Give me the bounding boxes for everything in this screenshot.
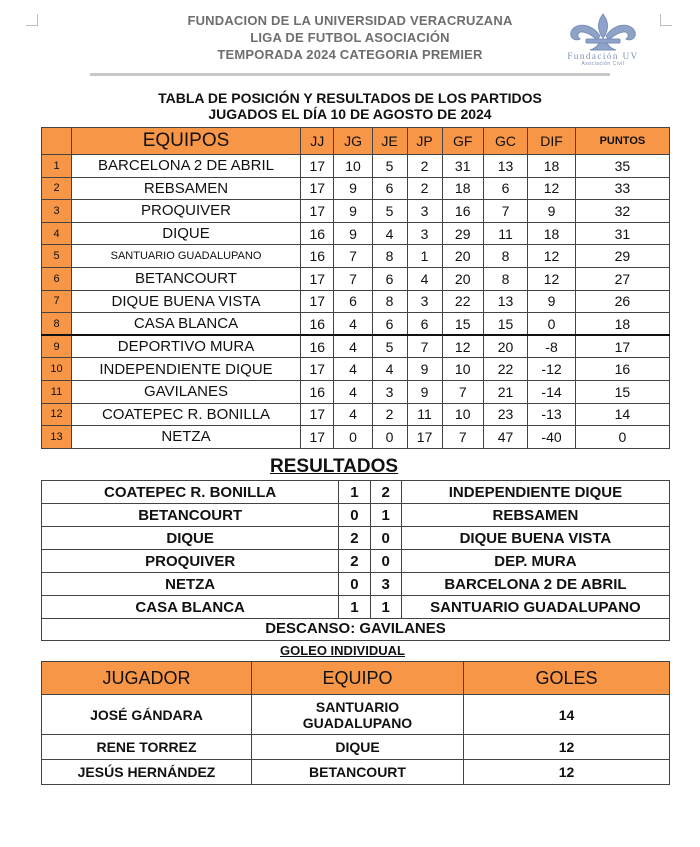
standings-stat-cell: 5 xyxy=(372,155,407,178)
standings-team-cell: DEPORTIVO MURA xyxy=(72,335,301,358)
standings-position-cell: 11 xyxy=(42,380,72,403)
standings-stat-cell: 16 xyxy=(301,313,334,336)
standings-stat-cell: 7 xyxy=(442,426,483,449)
standings-stat-cell: 4 xyxy=(334,358,372,381)
standings-row xyxy=(42,200,670,223)
standings-header-cell: EQUIPOS xyxy=(72,128,301,155)
standings-stat-cell: 14 xyxy=(575,403,669,426)
away-score-cell: 3 xyxy=(370,573,401,596)
standings-stat-cell: 4 xyxy=(372,222,407,245)
standings-stat-cell: 18 xyxy=(528,222,576,245)
scorers-header-row xyxy=(42,662,670,695)
home-score-cell: 1 xyxy=(339,481,370,504)
standings-stat-cell: 9 xyxy=(528,200,576,223)
title-line-1: TABLA DE POSICIÓN Y RESULTADOS DE LOS PARTIDOS xyxy=(158,90,542,106)
rest-team: DESCANSO: GAVILANES xyxy=(41,618,670,641)
page-title xyxy=(40,90,660,122)
standings-stat-cell: 2 xyxy=(407,155,442,178)
standings-stat-cell: -14 xyxy=(528,380,576,403)
scorer-name-cell: RENE TORREZ xyxy=(42,735,252,760)
standings-stat-cell: 12 xyxy=(528,177,576,200)
home-score-cell: 0 xyxy=(339,573,370,596)
standings-stat-cell: 12 xyxy=(442,335,483,358)
standings-stat-cell: 16 xyxy=(442,200,483,223)
standings-row xyxy=(42,155,670,178)
standings-stat-cell: 8 xyxy=(372,290,407,313)
standings-stat-cell: 4 xyxy=(407,267,442,290)
standings-stat-cell: 16 xyxy=(301,335,334,358)
home-team-cell: NETZA xyxy=(42,573,339,596)
header-line-3: TEMPORADA 2024 CATEGORIA PREMIER xyxy=(217,47,483,62)
scorer-goals-cell: 12 xyxy=(464,735,670,760)
standings-position-cell: 8 xyxy=(42,313,72,336)
standings-stat-cell: 6 xyxy=(372,267,407,290)
standings-stat-cell: -12 xyxy=(528,358,576,381)
standings-row xyxy=(42,177,670,200)
result-row xyxy=(42,481,670,504)
standings-position-cell: 2 xyxy=(42,177,72,200)
standings-stat-cell: 8 xyxy=(372,245,407,268)
corner-mark-right xyxy=(660,14,672,26)
standings-position-cell: 9 xyxy=(42,335,72,358)
scorer-name-cell: JESÚS HERNÁNDEZ xyxy=(42,760,252,785)
standings-stat-cell: 17 xyxy=(301,200,334,223)
standings-header-cell: JP xyxy=(407,128,442,155)
standings-stat-cell: 7 xyxy=(483,200,527,223)
standings-stat-cell: 22 xyxy=(442,290,483,313)
standings-stat-cell: 17 xyxy=(301,290,334,313)
standings-row xyxy=(42,380,670,403)
standings-header-cell: JJ xyxy=(301,128,334,155)
standings-header-cell xyxy=(42,128,72,155)
standings-stat-cell: 17 xyxy=(301,426,334,449)
scorers-header-cell: EQUIPO xyxy=(252,662,464,695)
standings-stat-cell: 6 xyxy=(483,177,527,200)
scorers-header-cell: GOLES xyxy=(464,662,670,695)
standings-team-cell: REBSAMEN xyxy=(72,177,301,200)
standings-position-cell: 5 xyxy=(42,245,72,268)
away-score-cell: 2 xyxy=(370,481,401,504)
standings-stat-cell: 16 xyxy=(301,380,334,403)
standings-stat-cell: 26 xyxy=(575,290,669,313)
standings-team-cell: PROQUIVER xyxy=(72,200,301,223)
home-score-cell: 2 xyxy=(339,550,370,573)
scorer-team-cell: DIQUE xyxy=(252,735,464,760)
standings-team-cell: INDEPENDIENTE DIQUE xyxy=(72,358,301,381)
scorers-table xyxy=(41,661,670,785)
standings-stat-cell: 11 xyxy=(483,222,527,245)
standings-stat-cell: 22 xyxy=(483,358,527,381)
home-score-cell: 1 xyxy=(339,596,370,619)
standings-row xyxy=(42,335,670,358)
standings-stat-cell: 13 xyxy=(483,290,527,313)
away-score-cell: 1 xyxy=(370,504,401,527)
standings-position-cell: 3 xyxy=(42,200,72,223)
standings-stat-cell: 31 xyxy=(442,155,483,178)
standings-stat-cell: 16 xyxy=(575,358,669,381)
standings-stat-cell: 6 xyxy=(407,313,442,336)
standings-team-cell: COATEPEC R. BONILLA xyxy=(72,403,301,426)
standings-stat-cell: 16 xyxy=(301,222,334,245)
standings-stat-cell: 33 xyxy=(575,177,669,200)
standings-header-cell: DIF xyxy=(528,128,576,155)
standings-stat-cell: 35 xyxy=(575,155,669,178)
standings-row xyxy=(42,222,670,245)
standings-stat-cell: 47 xyxy=(483,426,527,449)
standings-position-cell: 7 xyxy=(42,290,72,313)
standings-stat-cell: 8 xyxy=(483,267,527,290)
home-team-cell: DIQUE xyxy=(42,527,339,550)
standings-stat-cell: 10 xyxy=(442,358,483,381)
standings-stat-cell: 18 xyxy=(575,313,669,336)
away-team-cell: SANTUARIO GUADALUPANO xyxy=(401,596,669,619)
scorer-row xyxy=(42,695,670,735)
corner-mark-left xyxy=(26,14,38,26)
standings-position-cell: 10 xyxy=(42,358,72,381)
standings-stat-cell: 8 xyxy=(483,245,527,268)
standings-stat-cell: 9 xyxy=(407,358,442,381)
standings-row xyxy=(42,267,670,290)
standings-stat-cell: 4 xyxy=(334,403,372,426)
standings-stat-cell: 17 xyxy=(575,335,669,358)
standings-stat-cell: 17 xyxy=(407,426,442,449)
standings-position-cell: 4 xyxy=(42,222,72,245)
result-row xyxy=(42,573,670,596)
result-row xyxy=(42,504,670,527)
standings-stat-cell: 4 xyxy=(372,358,407,381)
document-header xyxy=(90,12,610,63)
standings-stat-cell: 13 xyxy=(483,155,527,178)
standings-team-cell: NETZA xyxy=(72,426,301,449)
standings-stat-cell: 6 xyxy=(372,313,407,336)
header-line-2: LIGA DE FUTBOL ASOCIACIÓN xyxy=(250,30,450,45)
away-score-cell: 0 xyxy=(370,527,401,550)
title-line-2: JUGADOS EL DÍA 10 DE AGOSTO DE 2024 xyxy=(208,106,492,122)
standings-stat-cell: 4 xyxy=(334,380,372,403)
logo-subtitle: Asociación Civil xyxy=(581,61,625,67)
standings-stat-cell: 7 xyxy=(334,245,372,268)
standings-stat-cell: 0 xyxy=(334,426,372,449)
standings-row xyxy=(42,313,670,336)
standings-stat-cell: 20 xyxy=(483,335,527,358)
standings-stat-cell: 21 xyxy=(483,380,527,403)
standings-stat-cell: 11 xyxy=(407,403,442,426)
away-team-cell: REBSAMEN xyxy=(401,504,669,527)
away-score-cell: 0 xyxy=(370,550,401,573)
scorers-title: GOLEO INDIVIDUAL xyxy=(280,643,405,658)
standings-stat-cell: 15 xyxy=(483,313,527,336)
scorers-header-cell: JUGADOR xyxy=(42,662,252,695)
standings-stat-cell: 4 xyxy=(334,313,372,336)
standings-stat-cell: 0 xyxy=(575,426,669,449)
standings-stat-cell: 1 xyxy=(407,245,442,268)
standings-stat-cell: 10 xyxy=(442,403,483,426)
standings-stat-cell: 3 xyxy=(372,380,407,403)
standings-stat-cell: 23 xyxy=(483,403,527,426)
header-line-1: FUNDACION DE LA UNIVERSIDAD VERACRUZANA xyxy=(187,13,513,28)
standings-stat-cell: 32 xyxy=(575,200,669,223)
scorer-goals-cell: 14 xyxy=(464,695,670,735)
standings-stat-cell: 9 xyxy=(407,380,442,403)
standings-team-cell: BARCELONA 2 DE ABRIL xyxy=(72,155,301,178)
standings-team-cell: CASA BLANCA xyxy=(72,313,301,336)
away-team-cell: DEP. MURA xyxy=(401,550,669,573)
standings-header-cell: JE xyxy=(372,128,407,155)
standings-stat-cell: 9 xyxy=(528,290,576,313)
away-team-cell: INDEPENDIENTE DIQUE xyxy=(401,481,669,504)
standings-stat-cell: 18 xyxy=(528,155,576,178)
standings-stat-cell: 6 xyxy=(334,290,372,313)
standings-stat-cell: 2 xyxy=(372,403,407,426)
standings-stat-cell: 20 xyxy=(442,245,483,268)
standings-team-cell: SANTUARIO GUADALUPANO xyxy=(72,245,301,268)
away-score-cell: 1 xyxy=(370,596,401,619)
standings-body xyxy=(42,155,670,449)
standings-stat-cell: 12 xyxy=(528,245,576,268)
scorer-row xyxy=(42,760,670,785)
home-team-cell: BETANCOURT xyxy=(42,504,339,527)
standings-stat-cell: 15 xyxy=(575,380,669,403)
standings-stat-cell: 3 xyxy=(407,290,442,313)
standings-stat-cell: 27 xyxy=(575,267,669,290)
scorer-goals-cell: 12 xyxy=(464,760,670,785)
standings-table xyxy=(41,127,670,449)
fundacion-uv-logo xyxy=(558,12,648,76)
standings-stat-cell: 17 xyxy=(301,358,334,381)
standings-stat-cell: 0 xyxy=(372,426,407,449)
standings-position-cell: 1 xyxy=(42,155,72,178)
home-score-cell: 2 xyxy=(339,527,370,550)
standings-row xyxy=(42,290,670,313)
standings-stat-cell: 10 xyxy=(334,155,372,178)
standings-header-cell: JG xyxy=(334,128,372,155)
scorer-row xyxy=(42,735,670,760)
home-score-cell: 0 xyxy=(339,504,370,527)
logo-name: Fundación UV xyxy=(567,51,639,61)
standings-stat-cell: 15 xyxy=(442,313,483,336)
standings-team-cell: DIQUE BUENA VISTA xyxy=(72,290,301,313)
result-row xyxy=(42,527,670,550)
standings-row xyxy=(42,358,670,381)
standings-stat-cell: -8 xyxy=(528,335,576,358)
scorer-team-cell: SANTUARIO GUADALUPANO xyxy=(252,695,464,735)
standings-stat-cell: -40 xyxy=(528,426,576,449)
standings-stat-cell: 29 xyxy=(442,222,483,245)
away-team-cell: BARCELONA 2 DE ABRIL xyxy=(401,573,669,596)
standings-stat-cell: 16 xyxy=(301,245,334,268)
header-divider xyxy=(90,73,610,76)
standings-stat-cell: 5 xyxy=(372,200,407,223)
scorer-name-cell: JOSÉ GÁNDARA xyxy=(42,695,252,735)
standings-stat-cell: 29 xyxy=(575,245,669,268)
standings-stat-cell: 5 xyxy=(372,335,407,358)
result-row xyxy=(42,550,670,573)
standings-position-cell: 12 xyxy=(42,403,72,426)
standings-header-row xyxy=(42,128,670,155)
standings-stat-cell: 7 xyxy=(442,380,483,403)
results-table xyxy=(41,480,670,619)
standings-stat-cell: 20 xyxy=(442,267,483,290)
standings-stat-cell: 18 xyxy=(442,177,483,200)
standings-stat-cell: 9 xyxy=(334,177,372,200)
home-team-cell: PROQUIVER xyxy=(42,550,339,573)
standings-stat-cell: 12 xyxy=(528,267,576,290)
result-row xyxy=(42,596,670,619)
standings-stat-cell: 17 xyxy=(301,267,334,290)
results-title: RESULTADOS xyxy=(270,456,399,477)
standings-row xyxy=(42,403,670,426)
standings-stat-cell: 7 xyxy=(334,267,372,290)
home-team-cell: COATEPEC R. BONILLA xyxy=(42,481,339,504)
standings-row xyxy=(42,426,670,449)
standings-team-cell: BETANCOURT xyxy=(72,267,301,290)
standings-stat-cell: 17 xyxy=(301,403,334,426)
fleur-de-lis-icon xyxy=(564,12,642,52)
standings-row xyxy=(42,245,670,268)
standings-position-cell: 13 xyxy=(42,426,72,449)
standings-stat-cell: 17 xyxy=(301,155,334,178)
standings-header-cell: PUNTOS xyxy=(575,128,669,155)
standings-position-cell: 6 xyxy=(42,267,72,290)
standings-stat-cell: 9 xyxy=(334,222,372,245)
standings-stat-cell: -13 xyxy=(528,403,576,426)
standings-stat-cell: 4 xyxy=(334,335,372,358)
standings-stat-cell: 7 xyxy=(407,335,442,358)
standings-stat-cell: 2 xyxy=(407,177,442,200)
standings-stat-cell: 0 xyxy=(528,313,576,336)
scorer-team-cell: BETANCOURT xyxy=(252,760,464,785)
standings-stat-cell: 17 xyxy=(301,177,334,200)
standings-stat-cell: 6 xyxy=(372,177,407,200)
home-team-cell: CASA BLANCA xyxy=(42,596,339,619)
standings-team-cell: DIQUE xyxy=(72,222,301,245)
standings-team-cell: GAVILANES xyxy=(72,380,301,403)
standings-stat-cell: 9 xyxy=(334,200,372,223)
standings-stat-cell: 31 xyxy=(575,222,669,245)
standings-stat-cell: 3 xyxy=(407,222,442,245)
standings-header-cell: GC xyxy=(483,128,527,155)
standings-stat-cell: 3 xyxy=(407,200,442,223)
away-team-cell: DIQUE BUENA VISTA xyxy=(401,527,669,550)
standings-header-cell: GF xyxy=(442,128,483,155)
